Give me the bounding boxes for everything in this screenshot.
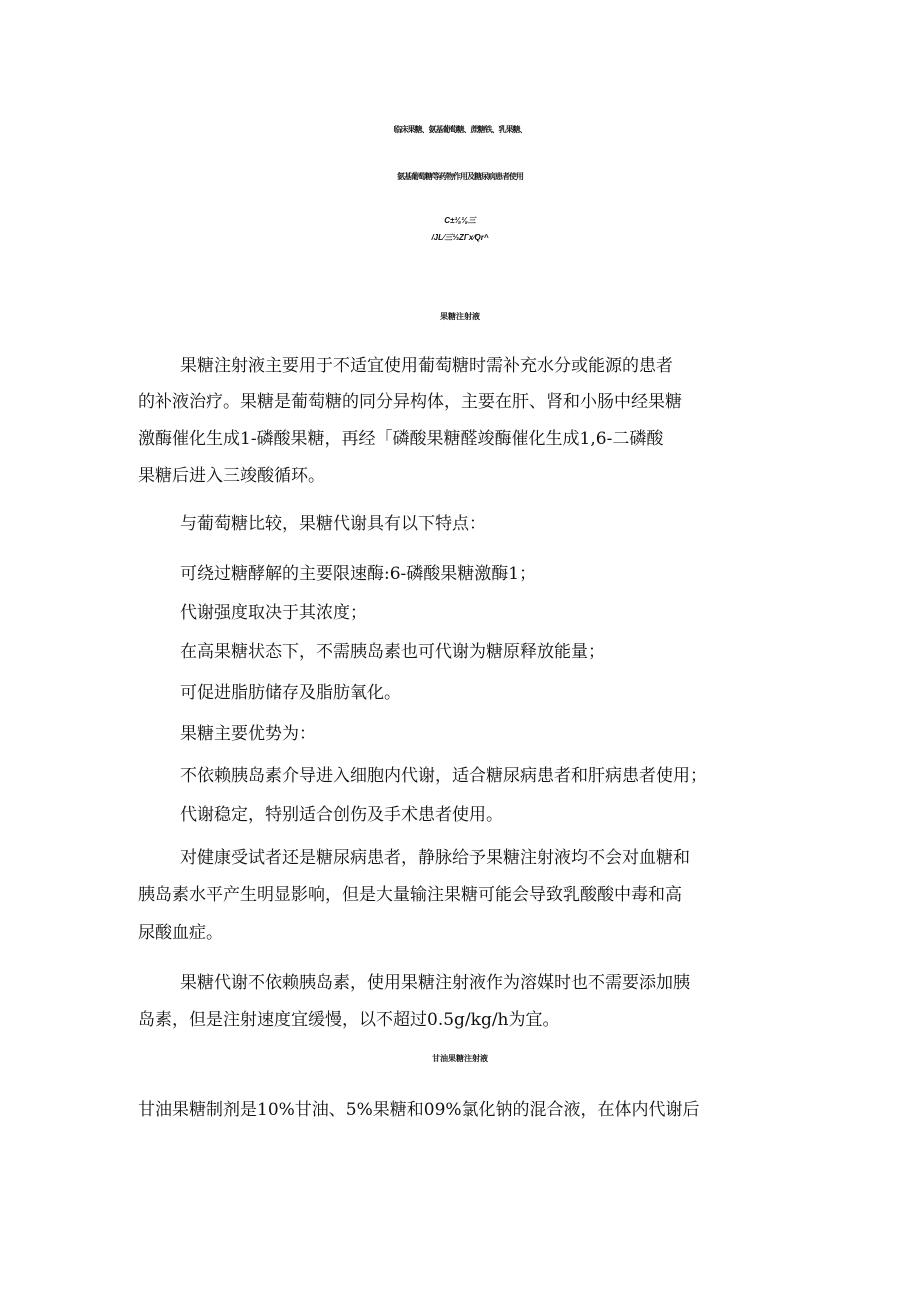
document-title-line-2: 氨基葡萄糖等药物作用及糖尿病患者使用 — [397, 172, 523, 181]
paragraph-line: 果糖主要优势为： — [180, 724, 316, 744]
garbled-text-line-2: /JL⁄三⅓ZΓx⁄Qr^ — [431, 233, 489, 242]
list-item-text: 在高果糖状态下，不需胰岛素也可代谢为糖原释放能量； — [180, 642, 605, 662]
list-item-text: 代谢稳定，特别适合创伤及手术患者使用。 — [180, 805, 503, 825]
paragraph-line: 甘油果糖制剂是10%甘油、5%果糖和09%氯化钠的混合液，在体内代谢后 — [138, 1100, 700, 1120]
paragraph-line: 对健康受试者还是糖尿病患者，静脉给予果糖注射液均不会对血糖和 — [180, 848, 690, 868]
section-heading-glycerol-fructose-injection: 甘油果糖注射液 — [432, 1054, 488, 1063]
list-item-text: 代谢强度取决于其浓度； — [180, 603, 367, 623]
document-title-line-1: 临床果糖、氨基葡萄糖、蔗糖铁、乳果糖、 — [393, 125, 527, 134]
paragraph-line: 胰岛素水平产生明显影响，但是大量输注果糖可能会导致乳酸酸中毒和高 — [138, 885, 682, 905]
paragraph-line: 果糖代谢不依赖胰岛素，使用果糖注射液作为溶媒时也不需要添加胰 — [180, 973, 690, 993]
list-item-text: 不依赖胰岛素介导进入细胞内代谢，适合糖尿病患者和肝病患者使用； — [180, 766, 707, 786]
paragraph-line: 果糖注射液主要用于不适宜使用葡萄糖时需补充水分或能源的患者 — [180, 356, 673, 376]
paragraph-line: 激酶催化生成1-磷酸果糖，再经「磷酸果糖醛竣酶催化生成1,6-二磷酸 — [138, 429, 664, 449]
section-heading-fructose-injection: 果糖注射液 — [440, 312, 480, 321]
paragraph-line: 与葡萄糖比较，果糖代谢具有以下特点： — [180, 514, 486, 534]
paragraph-line: 岛素，但是注射速度宜缓慢，以不超过0.5g/kg/h为宜。 — [138, 1010, 560, 1030]
paragraph-line: 果糖后进入三竣酸循环。 — [138, 466, 325, 486]
list-item-text: 可促进脂肪储存及脂肪氧化。 — [180, 683, 401, 703]
paragraph-line: 尿酸血症。 — [138, 923, 223, 943]
paragraph-line: 的补液治疗。果糖是葡萄糖的同分异构体，主要在肝、肾和小肠中经果糖 — [138, 392, 682, 412]
list-item-text: 可绕过糖酵解的主要限速酶:6-磷酸果糖激酶1； — [180, 564, 537, 584]
garbled-text-line-1: C±⅛⅛三 — [444, 216, 476, 225]
